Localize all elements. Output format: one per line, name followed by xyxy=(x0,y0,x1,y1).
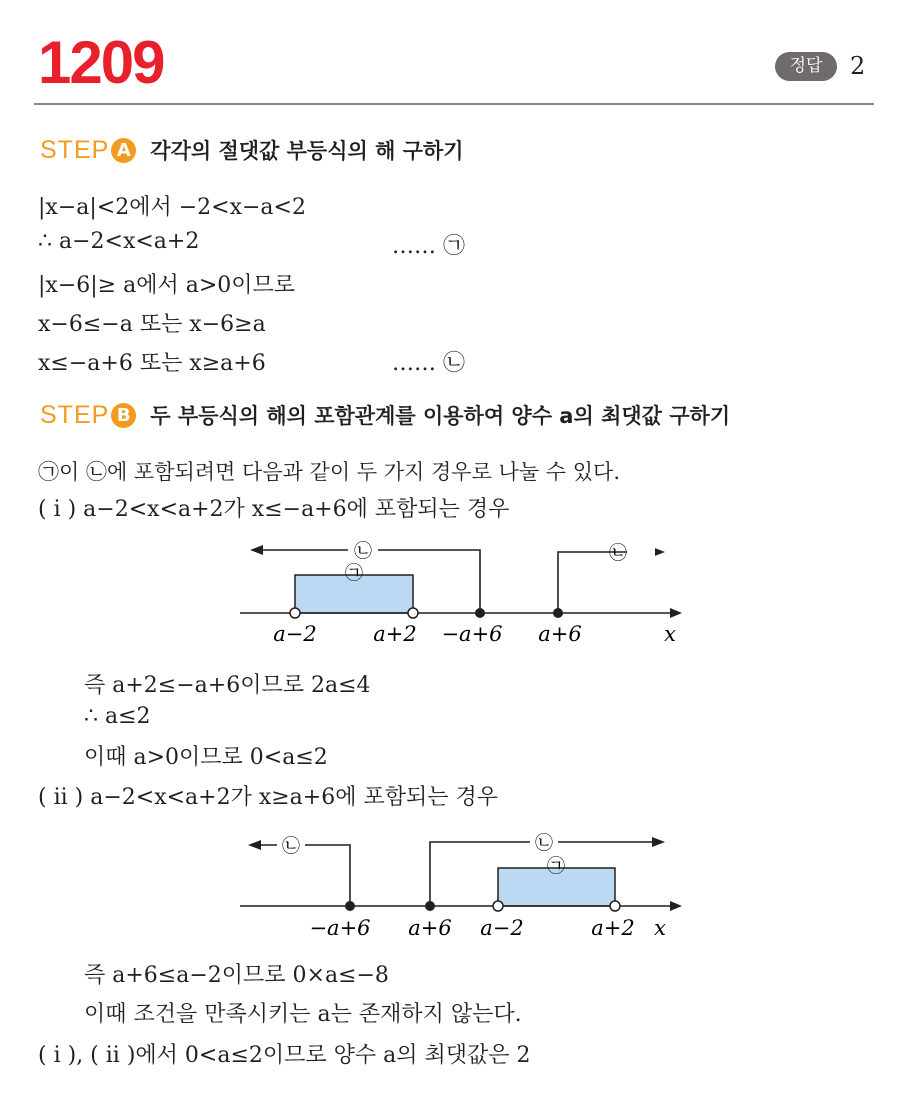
open-point-a-plus-2 xyxy=(408,608,418,618)
step-b-letter-icon: B xyxy=(111,403,136,428)
case-2-line-1: 즉 a+6≤a−2이므로 0×a≤−8 xyxy=(84,963,389,988)
tick-label-a-minus-2: a−2 xyxy=(273,622,317,646)
region-label-1: ㉠ xyxy=(547,856,565,877)
problem-number: 1209 xyxy=(38,29,164,96)
region-label-2b: ㉡ xyxy=(609,543,627,564)
number-line-diagram-2 xyxy=(230,825,690,945)
closed-point-a-plus-6 xyxy=(553,608,563,618)
case-2-line-2: 이때 조건을 만족시키는 a는 존재하지 않는다. xyxy=(84,1002,522,1027)
region-label-2a: ㉡ xyxy=(354,541,372,562)
closed-point-a-plus-6 xyxy=(425,901,435,911)
step-a-mark-1: …… ㉠ xyxy=(392,234,465,259)
step-a-letter-icon: A xyxy=(111,138,136,163)
answer-badge: 정답 xyxy=(775,52,837,81)
tick-label-a-plus-6: a+6 xyxy=(408,916,452,940)
region-label-2a: ㉡ xyxy=(282,836,300,857)
step-a-line-5: x≤−a+6 또는 x≥a+6 xyxy=(38,351,266,376)
step-a-label: STEP xyxy=(40,136,110,164)
tick-label-x: x xyxy=(654,916,666,940)
step-a-line-3: |x−6|≥ a에서 a>0이므로 xyxy=(38,273,296,298)
step-a-line-1: |x−a|<2에서 −2<x−a<2 xyxy=(38,195,306,220)
step-b-title: 두 부등식의 해의 포함관계를 이용하여 양수 a의 최댓값 구하기 xyxy=(150,404,731,428)
tick-label-neg-a-plus-6: −a+6 xyxy=(309,916,371,940)
tick-label-a-plus-2: a+2 xyxy=(373,622,417,646)
step-a-title: 각각의 절댓값 부등식의 해 구하기 xyxy=(150,139,464,163)
tick-label-neg-a-plus-6: −a+6 xyxy=(441,622,503,646)
closed-point-neg-a-plus-6 xyxy=(475,608,485,618)
left-arrow-icon xyxy=(250,545,263,555)
number-line-diagram-1 xyxy=(230,535,690,650)
step-a-line-2: ∴ a−2<x<a+2 xyxy=(38,229,200,254)
answer-value: 2 xyxy=(850,52,866,80)
label-mask-2 xyxy=(627,542,655,562)
left-arrow-icon xyxy=(248,840,261,850)
right-arrow-icon xyxy=(652,837,665,847)
conclusion: ( i ), ( ii )에서 0<a≤2이므로 양수 a의 최댓값은 2 xyxy=(38,1043,531,1068)
case-1-line-1: 즉 a+2≤−a+6이므로 2a≤4 xyxy=(84,673,371,698)
header-divider xyxy=(34,103,874,105)
step-a-mark-2: …… ㉡ xyxy=(392,351,465,376)
step-a-line-4: x−6≤−a 또는 x−6≥a xyxy=(38,312,266,337)
step-b-intro: ㉠이 ㉡에 포함되려면 다음과 같이 두 가지 경우로 나눌 수 있다. xyxy=(38,460,621,484)
region-label-1: ㉠ xyxy=(345,563,363,584)
case-1-line-2: ∴ a≤2 xyxy=(84,704,151,729)
step-b-heading xyxy=(40,400,730,430)
step-b-label: STEP xyxy=(40,401,110,429)
case-1-heading: ( i ) a−2<x<a+2가 x≤−a+6에 포함되는 경우 xyxy=(38,497,510,522)
open-point-a-plus-2 xyxy=(610,901,620,911)
tick-label-a-plus-2: a+2 xyxy=(591,916,635,940)
open-point-a-minus-2 xyxy=(290,608,300,618)
region-label-2b: ㉡ xyxy=(535,833,553,854)
tick-label-a-plus-6: a+6 xyxy=(538,622,582,646)
open-point-a-minus-2 xyxy=(493,901,503,911)
closed-point-neg-a-plus-6 xyxy=(345,901,355,911)
tick-label-x: x xyxy=(664,622,676,646)
axis-arrow-icon xyxy=(670,608,682,618)
axis-arrow-icon xyxy=(670,901,682,911)
case-2-heading: ( ii ) a−2<x<a+2가 x≥a+6에 포함되는 경우 xyxy=(38,785,498,810)
case-1-line-3: 이때 a>0이므로 0<a≤2 xyxy=(84,745,328,770)
step-a-heading xyxy=(40,135,464,165)
tick-label-a-minus-2: a−2 xyxy=(480,916,524,940)
